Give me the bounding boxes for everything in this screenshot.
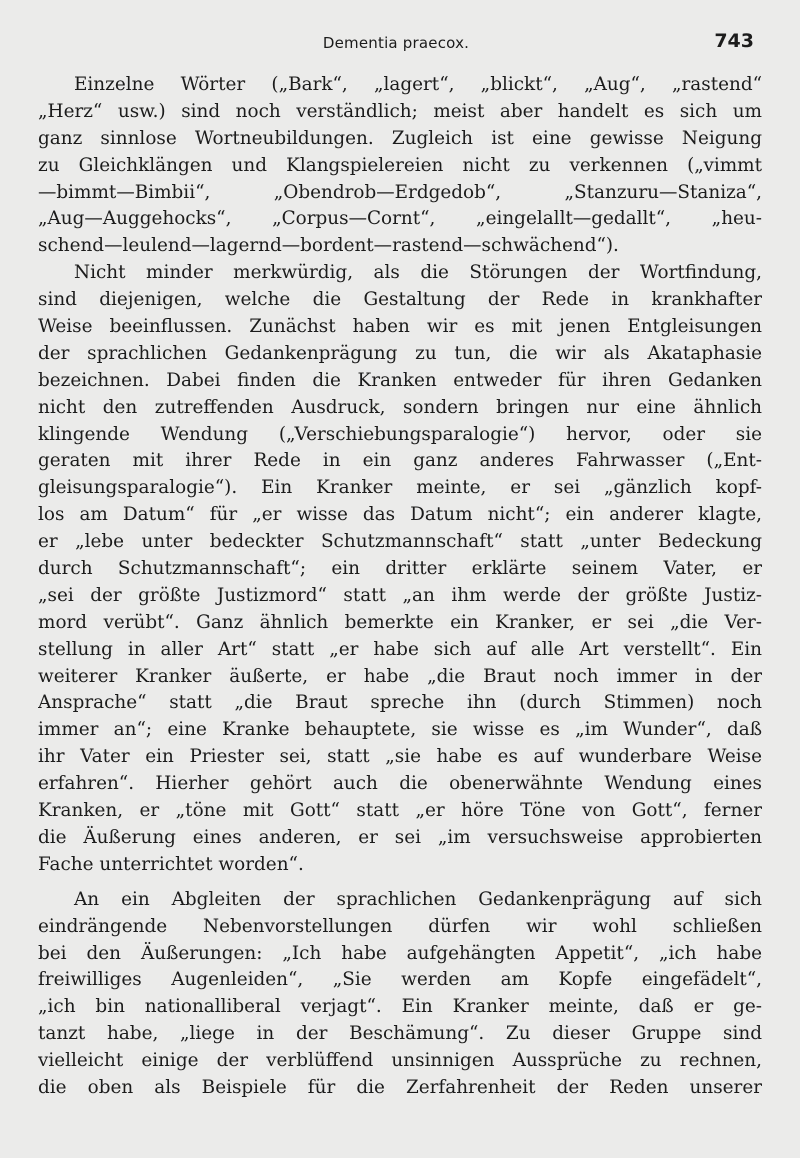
- text-line: schend—leulend—lagernd—bordent—rastend—schwächend“).: [38, 235, 619, 257]
- paragraph: [38, 887, 762, 1102]
- text-line: eindrängende Nebenvorstellungen dürfen wir wohl schließen: [38, 915, 762, 937]
- text-line: Einzelne Wörter („Bark“, „lagert“, „blickt“, „Aug“, „rastend“: [74, 74, 762, 95]
- text-line: Weise beeinflussen. Zunächst haben wir es mit jenen Entgleisungen: [38, 316, 762, 338]
- text-line: er „lebe unter bedeckter Schutzmannschaft“ statt „unter Bedeckung: [38, 531, 762, 553]
- text-line: die Äußerung eines anderen, er sei „im versuchsweise approbierten: [38, 826, 762, 848]
- text-line: durch Schutzmannschaft“; ein dritter erklärte seinem Vater, er: [38, 558, 762, 580]
- text-line: nicht den zutreffenden Ausdruck, sondern bringen nur eine ähnlich: [38, 396, 762, 418]
- page-number: 743: [714, 30, 754, 52]
- page-header: [36, 30, 756, 60]
- text-line: geraten mit ihrer Rede in ein ganz anderes Fahrwasser („Ent-: [38, 450, 762, 472]
- text-line: weiterer Kranker äußerte, er habe „die Braut noch immer in der: [38, 665, 762, 687]
- text-line: „ich bin nationalliberal verjagt“. Ein Kranker meinte, daß er ge-: [38, 996, 762, 1018]
- text-line: bei den Äußerungen: „Ich habe aufgehängten Appetit“, „ich habe: [38, 942, 762, 964]
- text-line: bezeichnen. Dabei finden die Kranken entweder für ihren Gedanken: [38, 369, 762, 391]
- paragraph: [38, 72, 762, 260]
- text-line: gleisungsparalogie“). Ein Kranker meinte, er sei „gänzlich kopf-: [38, 477, 762, 499]
- text-line: freiwilliges Augenleiden“, „Sie werden am Kopfe eingefädelt“,: [38, 969, 762, 991]
- text-line: stellung in aller Art“ statt „er habe sich auf alle Art verstellt“. Ein: [38, 638, 762, 660]
- text-line: sind diejenigen, welche die Gestaltung der Rede in krankhafter: [38, 289, 762, 311]
- text-line: die oben als Beispiele für die Zerfahrenheit der Reden unserer: [38, 1076, 762, 1098]
- text-line: An ein Abgleiten der sprachlichen Gedankenprägung auf sich: [74, 888, 762, 910]
- text-line: „Herz“ usw.) sind noch verständlich; meist aber handelt es sich um: [38, 100, 762, 122]
- text-line: zu Gleichklängen und Klangspielereien nicht zu verkennen („vimmt: [38, 154, 762, 176]
- text-line: mord verübt“. Ganz ähnlich bemerkte ein Kranker, er sei „die Ver-: [38, 611, 762, 633]
- text-line: „Aug—Auggehocks“, „Corpus—Cornt“, „eingelallt—gedallt“, „heu-: [38, 208, 762, 230]
- text-line: immer an“; eine Kranke behauptete, sie wisse es „im Wunder“, daß: [38, 719, 762, 741]
- text-line: erfahren“. Hierher gehört auch die obenerwähnte Wendung eines: [38, 773, 762, 795]
- text-line: Ansprache“ statt „die Braut spreche ihn (durch Stimmen) noch: [38, 692, 762, 714]
- paragraph: [38, 260, 762, 878]
- text-line: los am Datum“ für „er wisse das Datum nicht“; ein anderer klagte,: [38, 504, 762, 526]
- text-line: Fache unterrichtet worden“.: [38, 853, 304, 875]
- text-line: tanzt habe, „liege in der Beschämung“. Zu dieser Gruppe sind: [38, 1023, 762, 1045]
- body-text: [38, 72, 762, 1102]
- running-title: Dementia praecox.: [322, 34, 470, 52]
- text-line: ganz sinnlose Wortneubildungen. Zugleich ist eine gewisse Neigung: [38, 127, 762, 149]
- text-line: Nicht minder merkwürdig, als die Störungen der Wortfindung,: [74, 262, 762, 284]
- text-line: —bimmt—Bimbii“, „Obendrob—Erdgedob“, „Stanzuru—Staniza“,: [38, 181, 762, 203]
- text-line: vielleicht einige der verblüffend unsinnigen Aussprüche zu rechnen,: [38, 1050, 762, 1072]
- text-line: der sprachlichen Gedankenprägung zu tun, die wir als Akataphasie: [38, 342, 762, 364]
- text-line: „sei der größte Justizmord“ statt „an ihm werde der größte Justiz-: [38, 584, 762, 606]
- text-line: klingende Wendung („Verschiebungsparalogie“) hervor, oder sie: [38, 423, 762, 445]
- text-line: ihr Vater ein Priester sei, statt „sie habe es auf wunderbare Weise: [38, 746, 762, 768]
- paragraph-gap: [38, 879, 762, 887]
- text-line: Kranken, er „töne mit Gott“ statt „er höre Töne von Gott“, ferner: [38, 800, 762, 822]
